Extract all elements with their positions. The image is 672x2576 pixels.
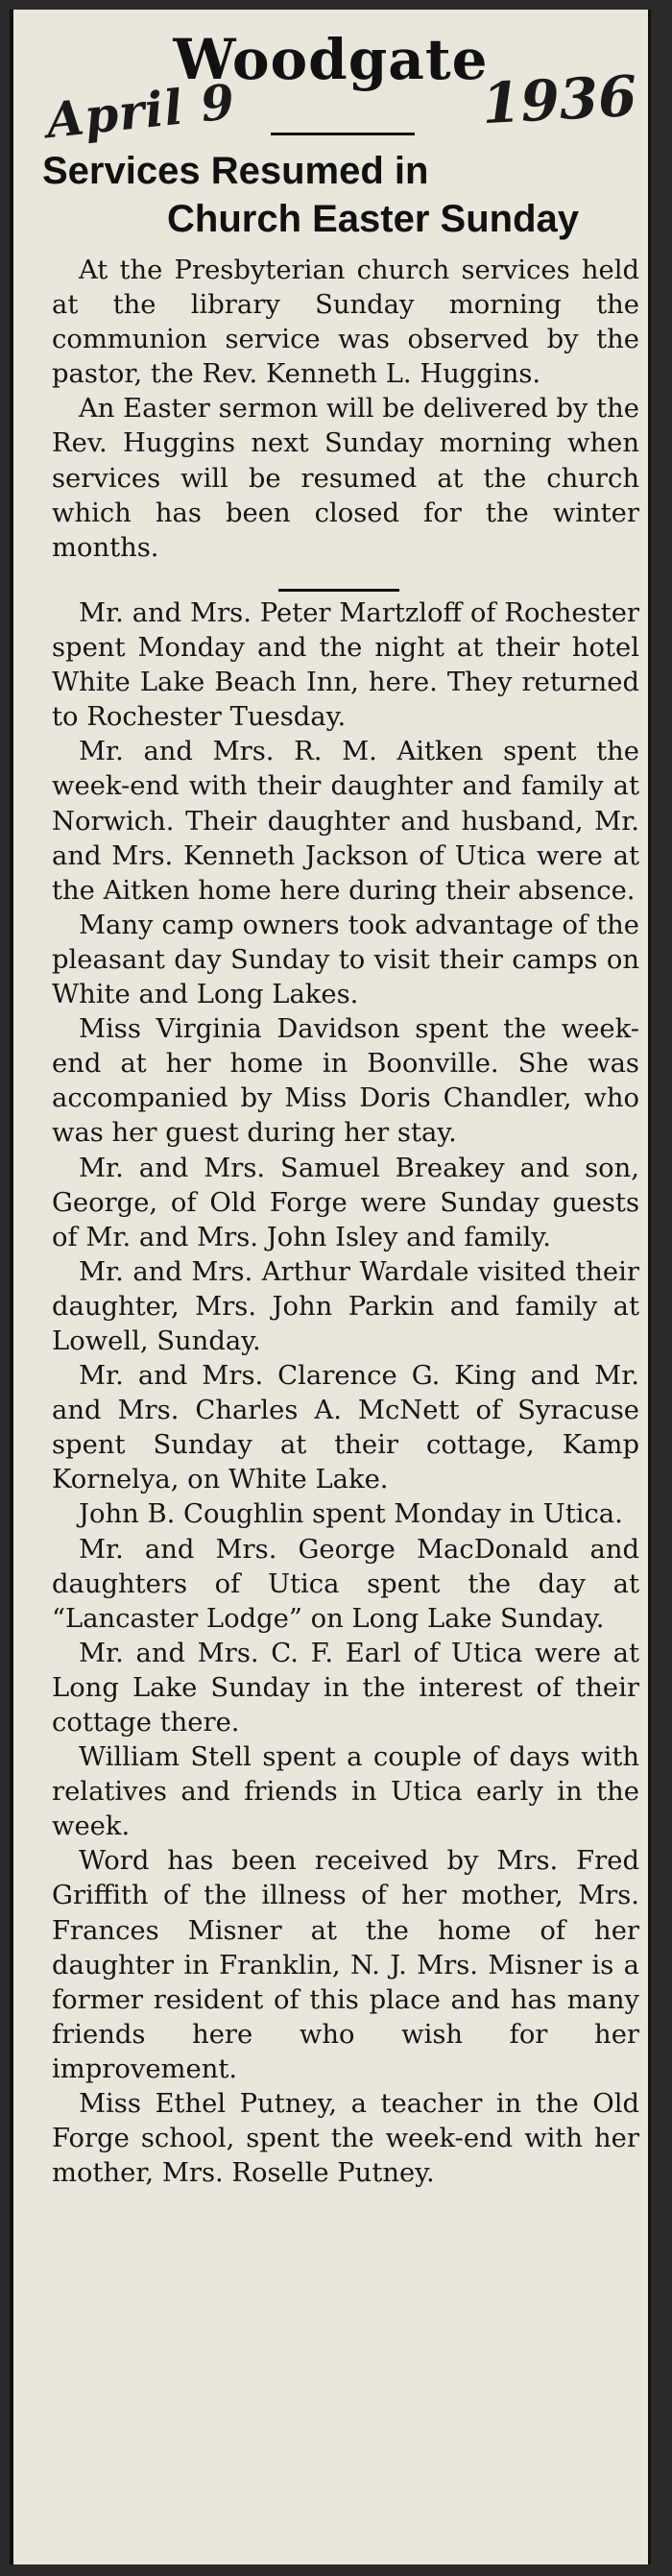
newspaper-clipping (10, 10, 651, 2564)
handwritten-year: 1936 (480, 62, 639, 137)
headline-line-2: Church Easter Sunday (167, 198, 580, 240)
paragraph: Mr. and Mrs. Arthur Wardale visited their daughter, Mrs. John Parkin and family at Lowell, Sunday. (52, 1256, 639, 1356)
paragraph: William Stell spent a couple of days with relatives and friends in Utica early in the week. (52, 1742, 639, 1842)
paragraph: At the Presbyterian church services held at the library Sunday morning the communion service was observed by the pastor, the Rev. Kenneth L. Huggins. (52, 255, 639, 390)
paragraph: Miss Ethel Putney, a teacher in the Old Forge school, spent the week-end with her mother, Mrs. Roselle Putney. (52, 2089, 639, 2189)
church-article (52, 254, 639, 566)
paragraph: Many camp owners took advantage of the pleasant day Sunday to visit their camps on White and Long Lakes. (52, 910, 639, 1010)
paragraph: Mr. and Mrs. Samuel Breakey and son, George, of Old Forge were Sunday guests of Mr. and Mrs. John Isley and family. (52, 1153, 639, 1252)
paragraph: John B. Coughlin spent Monday in Utica. (79, 1499, 623, 1530)
masthead-title: Woodgate (173, 27, 489, 92)
masthead-rule (271, 133, 415, 135)
paragraph: Mr. and Mrs. C. F. Earl of Utica were at Long Lake Sunday in the interest of their cottage there. (52, 1638, 639, 1738)
paragraph: Mr. and Mrs. George MacDonald and daughters of Utica spent the day at “Lancaster Lodge” on Long Lake Sunday. (52, 1534, 639, 1634)
paragraph: Mr. and Mrs. Peter Martzloff of Rochester spent Monday and the night at their hotel White Lake Beach Inn, here. They returned to Rochester Tuesday. (52, 598, 639, 733)
paragraph: Miss Virginia Davidson spent the week-end at her home in Boonville. She was accompanied by Miss Doris Chandler, who was her guest during her stay. (52, 1014, 639, 1149)
local-news-items (52, 596, 639, 2191)
paragraph: Mr. and Mrs. R. M. Aitken spent the week-end with their daughter and family at Norwich. Their daughter and husband, Mr. and Mrs. Kenneth Jackson of Utica were at the Aitken home here during their absence. (52, 737, 639, 906)
section-divider (278, 589, 399, 592)
headline-line-1: Services Resumed in (42, 150, 429, 192)
handwritten-date: April 9 (43, 72, 238, 150)
paragraph: An Easter sermon will be delivered by the Rev. Huggins next Sunday morning when services will be resumed at the church which has been closed for the winter months. (52, 394, 639, 563)
paragraph: Word has been received by Mrs. Fred Griffith of the illness of her mother, Mrs. Frances Misner at the home of her daughter in Franklin, N. J. Mrs. Misner is a former resident of this place and has many friends here who wish for her improvement. (52, 1846, 639, 2084)
paragraph: Mr. and Mrs. Clarence G. King and Mr. and Mrs. Charles A. McNett of Syracuse spent Sunday at their cottage, Kamp Kornelya, on White Lake. (52, 1361, 639, 1495)
